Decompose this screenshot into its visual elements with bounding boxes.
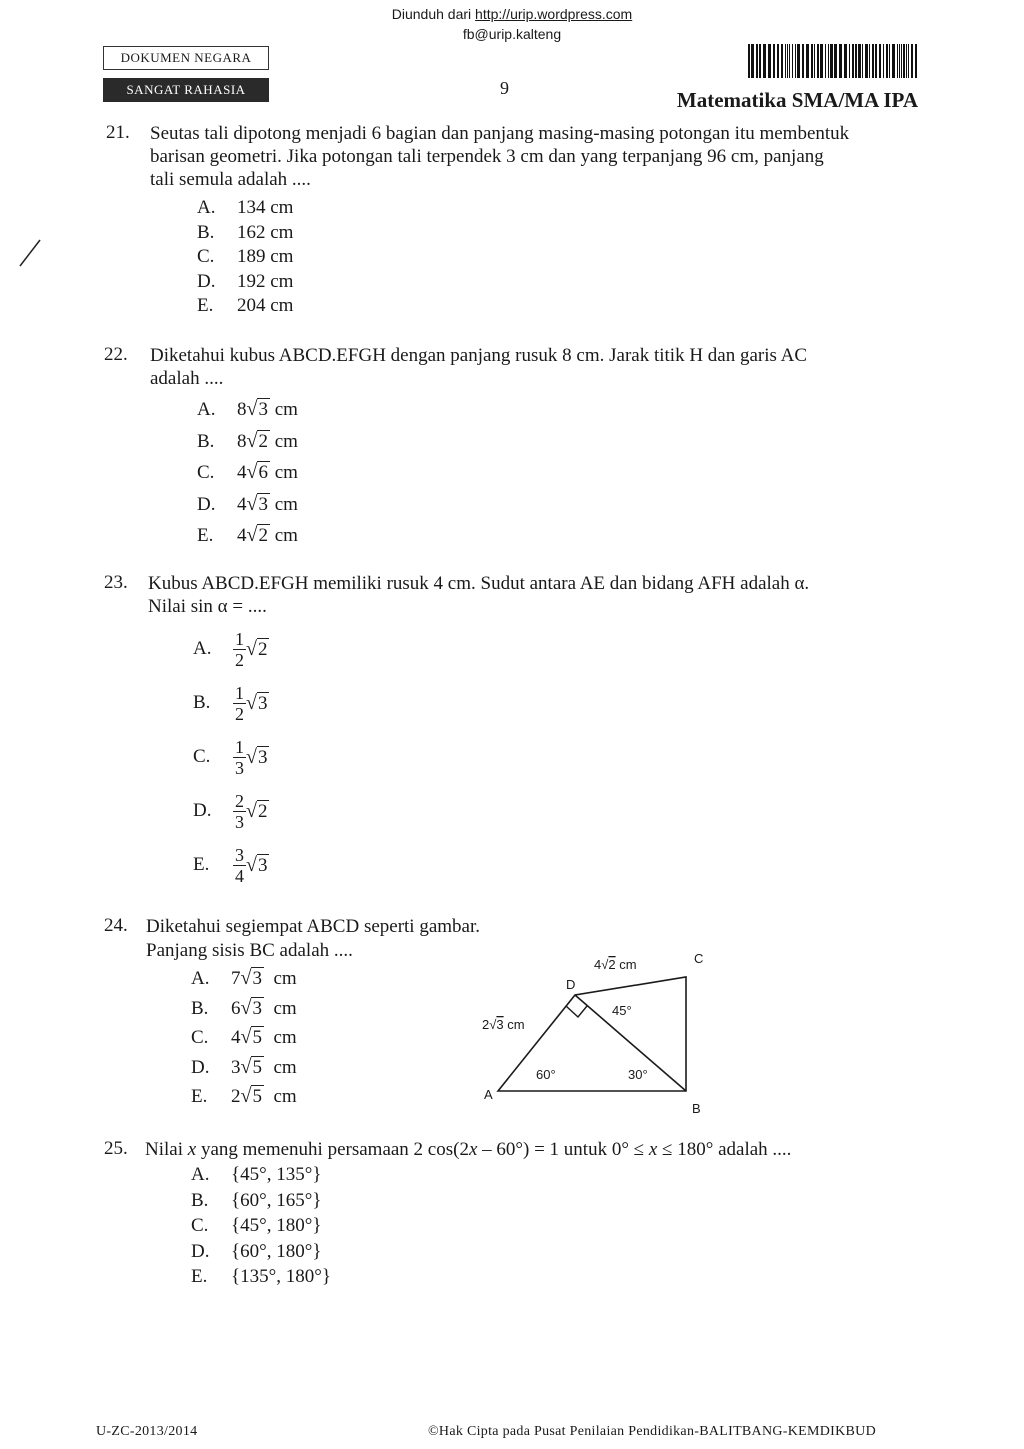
source-link[interactable]: http://urip.wordpress.com xyxy=(475,6,633,22)
q25-option-a[interactable]: A. {45°, 135°} xyxy=(191,1164,322,1185)
barcode-image xyxy=(748,44,918,78)
q22-option-b[interactable]: B. 8√2 cm xyxy=(197,429,298,452)
q22-line: adalah .... xyxy=(150,368,224,389)
ad-length-label: 2√3 cm xyxy=(482,1017,525,1032)
quad-outline xyxy=(498,977,686,1091)
q23-option-d[interactable]: D. $\frac{2}{3}$ √2 xyxy=(193,790,268,832)
q21-option-d[interactable]: D. 192 cm xyxy=(197,270,294,292)
fb-line: fb@urip.kalteng xyxy=(462,26,562,42)
q22-options xyxy=(197,394,298,552)
doc-label: DOKUMEN NEGARA xyxy=(103,46,269,70)
q24-line: Diketahui segiempat ABCD seperti gambar. xyxy=(146,916,481,937)
q25-var-x: x xyxy=(187,1139,197,1160)
q25-var-x: x xyxy=(468,1139,478,1160)
source-prefix: Diunduh dari xyxy=(391,6,476,22)
quadrilateral-figure xyxy=(470,945,730,1125)
angle-b-label: 30° xyxy=(628,1067,648,1082)
q22-option-d[interactable]: D. 4√3 cm xyxy=(197,492,298,515)
angle-d-label: 45° xyxy=(612,1003,632,1018)
pen-mark xyxy=(18,238,42,268)
q24-line: Panjang sisis BC adalah .... xyxy=(146,940,353,961)
q22-option-e[interactable]: E. 4√2 cm xyxy=(197,524,298,546)
q21-text xyxy=(150,122,920,191)
q25-number: 25. xyxy=(104,1138,128,1159)
q24-option-e[interactable]: E. 2√5 cm xyxy=(191,1085,297,1107)
q25-option-c[interactable]: C. {45°, 180°} xyxy=(191,1215,322,1236)
q21-option-a[interactable]: A. 134 cm xyxy=(197,197,294,218)
q25-option-b[interactable]: B. {60°, 165°} xyxy=(191,1189,322,1211)
q22-option-c[interactable]: C. 4√6 cm xyxy=(197,461,298,483)
angle-a-label: 60° xyxy=(536,1067,556,1082)
q23-option-b[interactable]: B. $\frac{1}{2}$ √3 xyxy=(193,682,268,724)
q24-option-b[interactable]: B. 6√3 cm xyxy=(191,996,297,1019)
subject-title: Matematika SMA/MA IPA xyxy=(676,88,918,112)
q21-line: tali semula adalah .... xyxy=(150,169,311,190)
q21-option-b[interactable]: B. 162 cm xyxy=(197,221,294,243)
dc-length-label: 4√2 cm xyxy=(594,957,637,972)
q21-line: Seutas tali dipotong menjadi 6 bagian dan panjang masing-masing potongan itu membentuk xyxy=(150,123,850,144)
q21-line: barisan geometri. Jika potongan tali terpendek 3 cm dan yang terpanjang 96 cm, panjang xyxy=(150,146,824,167)
vertex-b-label: B xyxy=(692,1101,701,1116)
q22-number: 22. xyxy=(104,344,128,365)
q23-text xyxy=(148,572,918,618)
q22-text xyxy=(150,344,920,390)
q21-options xyxy=(197,196,293,319)
q25-option-d[interactable]: D. {60°, 180°} xyxy=(191,1240,322,1262)
q24-option-d[interactable]: D. 3√5 cm xyxy=(191,1055,297,1078)
q21-option-c[interactable]: C. 189 cm xyxy=(197,246,294,267)
q25-options xyxy=(191,1162,331,1290)
q23-option-a[interactable]: A. $\frac{1}{2}$ √2 xyxy=(193,628,268,670)
source-line xyxy=(0,6,1024,22)
footer-copyright: ©Hak Cipta pada Pusat Penilaian Pendidikan-BALITBANG-KEMDIKBUD xyxy=(428,1424,877,1439)
q23-option-c[interactable]: C. $\frac{1}{3}$ √3 xyxy=(193,736,268,778)
q22-option-a[interactable]: A. 8√3 cm xyxy=(197,398,298,420)
q21-number: 21. xyxy=(106,122,130,143)
secret-label: SANGAT RAHASIA xyxy=(103,78,269,102)
footer-code: U-ZC-2013/2014 xyxy=(96,1424,198,1439)
q25-var-x: x xyxy=(648,1139,658,1160)
q21-option-e[interactable]: E. 204 cm xyxy=(197,295,294,316)
q23-options xyxy=(193,622,269,892)
vertex-c-label: C xyxy=(694,951,704,966)
page-number: 9 xyxy=(500,78,509,98)
q24-number: 24. xyxy=(104,915,128,936)
q24-options xyxy=(191,964,297,1112)
q25-option-e[interactable]: E. {135°, 180°} xyxy=(191,1266,331,1287)
q22-line: Diketahui kubus ABCD.EFGH dengan panjang rusuk 8 cm. Jarak titik H dan garis AC xyxy=(150,345,808,366)
q23-line: Nilai sin α = .... xyxy=(148,596,267,617)
right-angle-mark xyxy=(566,1006,587,1017)
q24-option-c[interactable]: C. 4√5 cm xyxy=(191,1026,297,1048)
q24-option-a[interactable]: A. 7√3 cm xyxy=(191,967,297,989)
vertex-d-label: D xyxy=(566,977,576,992)
q23-line: Kubus ABCD.EFGH memiliki rusuk 4 cm. Sudut antara AE dan bidang AFH adalah α. xyxy=(148,573,810,594)
q23-option-e[interactable]: E. $\frac{3}{4}$ √3 xyxy=(193,844,268,886)
q23-number: 23. xyxy=(104,572,128,593)
q25-text: Nilai x yang memenuhi persamaan 2 cos(2x – 60°) = 1 untuk 0° ≤ x ≤ 180° adalah .... xyxy=(145,1139,792,1160)
vertex-a-label: A xyxy=(484,1087,493,1102)
